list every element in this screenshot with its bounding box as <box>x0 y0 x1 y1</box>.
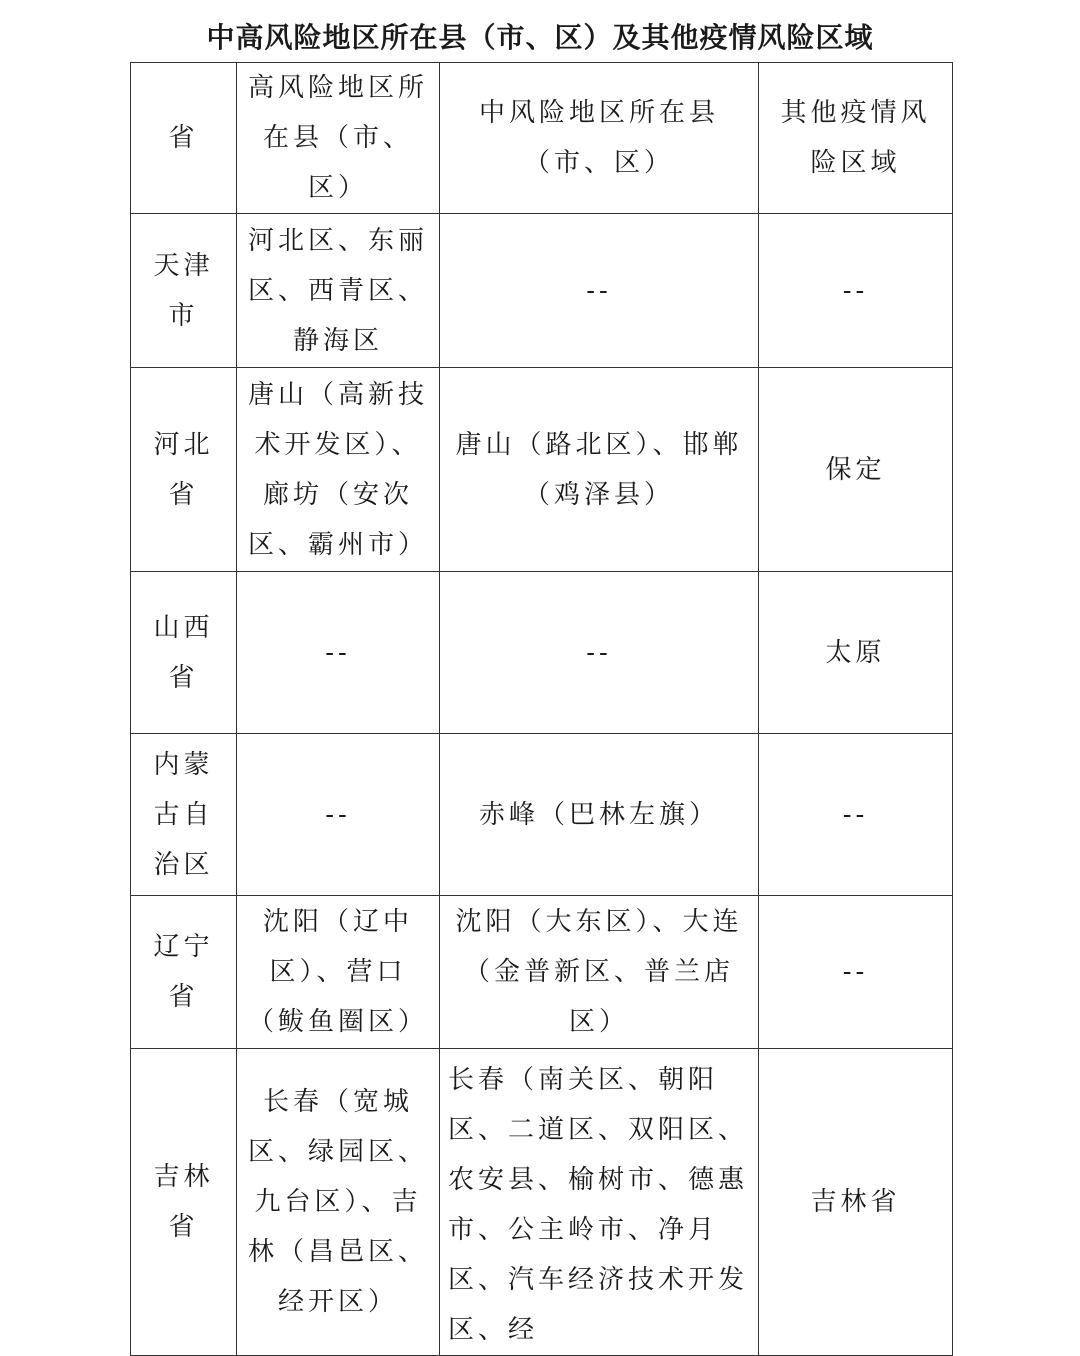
cell-other-risk: 保定 <box>759 368 953 572</box>
header-medium-risk: 中风险地区所在县（市、区） <box>440 63 759 214</box>
cell-other-risk: 吉林省 <box>759 1049 953 1356</box>
cell-province: 内蒙古自治区 <box>131 734 237 896</box>
cell-province: 辽宁省 <box>131 896 237 1049</box>
cell-high-risk: 沈阳（辽中区）、营口（鲅鱼圈区） <box>237 896 440 1049</box>
table-header-row <box>131 63 953 214</box>
cell-high-risk: 唐山（高新技术开发区）、廊坊（安次区、霸州市） <box>237 368 440 572</box>
cell-medium-risk: 沈阳（大东区）、大连（金普新区、普兰店区） <box>440 896 759 1049</box>
cell-medium-risk: -- <box>440 214 759 368</box>
cell-province: 天津市 <box>131 214 237 368</box>
table-row-neimenggu <box>131 734 953 896</box>
cell-other-risk: -- <box>759 734 953 896</box>
table-row-hebei <box>131 368 953 572</box>
cell-other-risk: -- <box>759 214 953 368</box>
header-other-risk: 其他疫情风险区域 <box>759 63 953 214</box>
document-title: 中高风险地区所在县（市、区）及其他疫情风险区域 <box>206 21 874 54</box>
table-row-jilin <box>131 1049 953 1356</box>
cell-medium-risk: 赤峰（巴林左旗） <box>440 734 759 896</box>
cell-high-risk: -- <box>237 734 440 896</box>
table-row-liaoning <box>131 896 953 1049</box>
cell-province: 山西省 <box>131 572 237 734</box>
cell-high-risk: 河北区、东丽区、西青区、静海区 <box>237 214 440 368</box>
cell-high-risk: -- <box>237 572 440 734</box>
risk-areas-table <box>130 62 953 1356</box>
cell-medium-risk: 长春（南关区、朝阳区、二道区、双阳区、农安县、榆树市、德惠市、公主岭市、净月区、汽车经济技术开发区、经 <box>440 1049 759 1356</box>
table-row-shanxi <box>131 572 953 734</box>
cell-other-risk: 太原 <box>759 572 953 734</box>
header-province: 省 <box>131 63 237 214</box>
cell-high-risk: 长春（宽城区、绿园区、九台区）、吉林（昌邑区、经开区） <box>237 1049 440 1356</box>
cell-medium-risk: 唐山（路北区）、邯郸（鸡泽县） <box>440 368 759 572</box>
header-high-risk: 高风险地区所在县（市、区） <box>237 63 440 214</box>
cell-province: 河北省 <box>131 368 237 572</box>
table-row-tianjin <box>131 214 953 368</box>
cell-medium-risk: -- <box>440 572 759 734</box>
cell-province: 吉林省 <box>131 1049 237 1356</box>
cell-other-risk: -- <box>759 896 953 1049</box>
